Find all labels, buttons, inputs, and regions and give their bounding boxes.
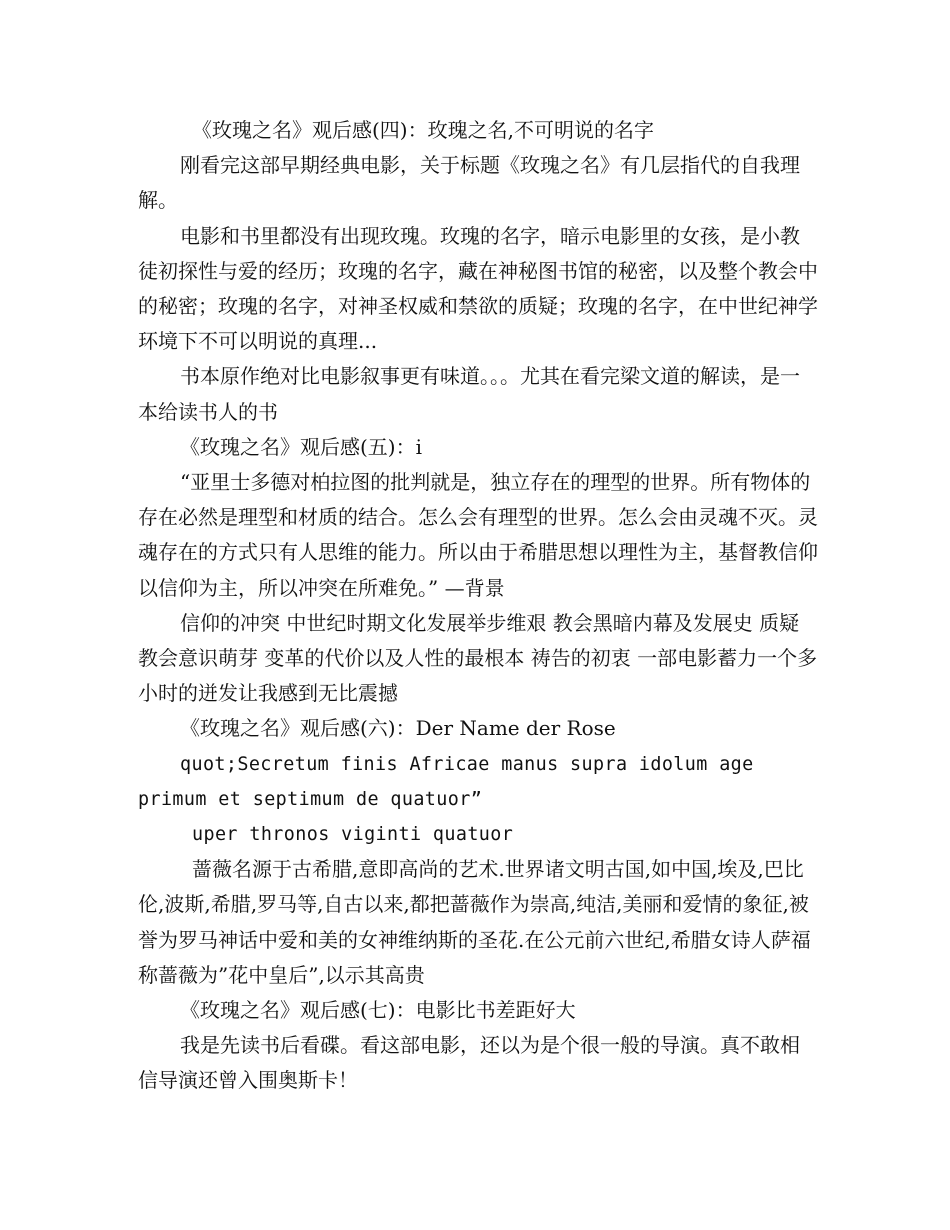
paragraph: 电影和书里都没有出现玫瑰。玫瑰的名字，暗示电影里的女孩，是小教徒初探性与爱的经历；玫瑰的名字，藏在神秘图书馆的秘密，以及整个教会中的秘密；玫瑰的名字，对神圣权威和禁欲的质疑；玫瑰的名字，在中世纪神学环境下不可以明说的真理... [138, 223, 818, 354]
paragraph: 书本原作绝对比电影叙事更有味道。。。尤其在看完梁文道的解读，是一本给读书人的书 [138, 364, 800, 424]
paragraph: “亚里士多德对柏拉图的批判就是，独立存在的理型的世界。所有物体的存在必然是理型和材质的结合。怎么会有理型的世界。怎么会由灵魂不灭。灵魂存在的方式只有人思维的能力。所以由于希腊思想以理性为主，基督教信仰以信仰为主，所以冲突在所难免。” —背景 [138, 470, 818, 600]
document-body [138, 113, 818, 1099]
latin-quote-line: uper thronos viginti quatuor [192, 824, 514, 846]
section-heading-5: 《玫瑰之名》观后感(五)：i [180, 434, 423, 459]
latin-quote-line: quot;Secretum finis Africae manus supra idolum age primum et septimum de quatuor” [138, 753, 766, 810]
section-heading-6: 《玫瑰之名》观后感(六)：Der Name der Rose [180, 716, 616, 741]
paragraph: 我是先读书后看碟。看这部电影，还以为是个很一般的导演。真不敢相信导演还曾入围奥斯卡！ [138, 1033, 800, 1093]
section-heading-4: 《玫瑰之名》观后感(四)：玫瑰之名,不可明说的名字 [192, 118, 654, 142]
paragraph: 蔷薇名源于古希腊,意即高尚的艺术.世界诸文明古国,如中国,埃及,巴比伦,波斯,希腊,罗马等,自古以来,都把蔷薇作为崇高,纯洁,美丽和爱情的象征,被誉为罗马神话中爱和美的女神维纳斯的圣花.在公元前六世纪,希腊女诗人萨福称蔷薇为”花中皇后”,以示其高贵 [138, 857, 811, 987]
paragraph: 信仰的冲突 中世纪时期文化发展举步维艰 教会黑暗内幕及发展史 质疑教会意识萌芽 变革的代价以及人性的最根本 祷告的初衷 一部电影蓄力一个多小时的迸发让我感到无比震撼 [138, 610, 818, 706]
paragraph: 刚看完这部早期经典电影，关于标题《玫瑰之名》有几层指代的自我理解。 [138, 153, 800, 213]
section-heading-7: 《玫瑰之名》观后感(七)：电影比书差距好大 [180, 998, 576, 1023]
